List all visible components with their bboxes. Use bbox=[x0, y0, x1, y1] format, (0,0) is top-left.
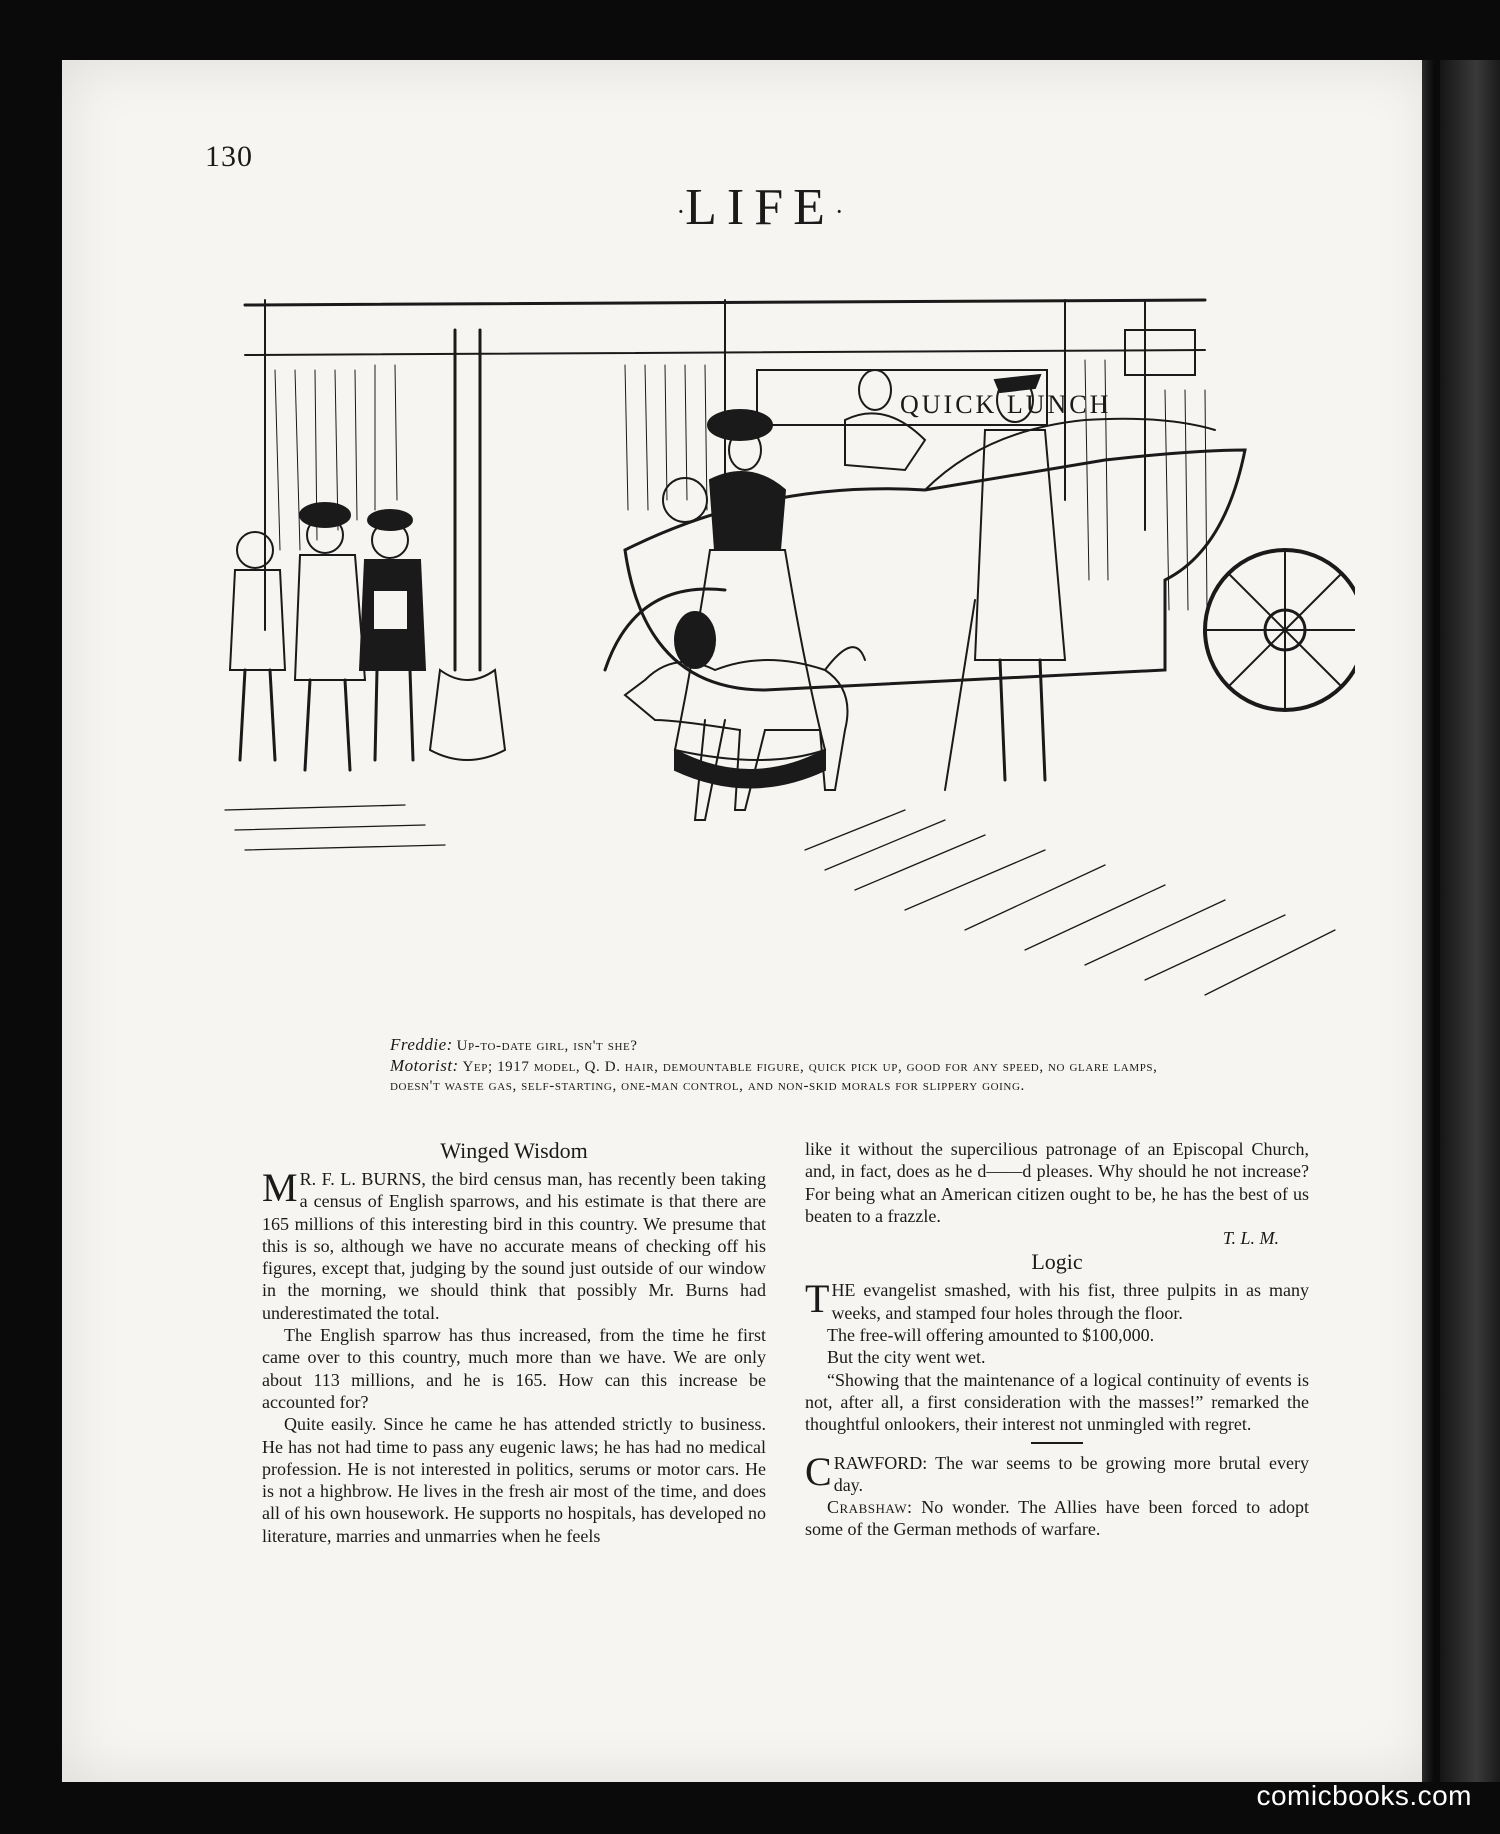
paragraph: But the city went wet. bbox=[827, 1347, 986, 1368]
masthead-dot-left: · bbox=[676, 197, 686, 227]
paragraph-continued: like it without the supercilious patronage of an Episcopal Church, and, in fact, does as he d——d pleases. Why should he not increase? For being what an American citizen ought to be, he has the best of us beaten to a frazzle. bbox=[805, 1139, 1309, 1226]
paragraph-text: evangelist smashed, with his fist, three pulpits in as many weeks, and stamped four holes through the floor. bbox=[831, 1280, 1309, 1323]
paragraph-lead: HE bbox=[831, 1280, 856, 1301]
adjacent-page-edge bbox=[1440, 60, 1500, 1782]
paragraph bbox=[805, 1276, 1309, 1324]
caption-speaker: Motorist: bbox=[390, 1056, 459, 1075]
paragraph: The free-will offering amounted to $100,000. bbox=[827, 1325, 1155, 1346]
caption-speaker: Freddie: bbox=[390, 1035, 453, 1054]
author-signature: T. L. M. bbox=[1222, 1228, 1279, 1249]
page-number: 130 bbox=[205, 140, 253, 173]
dialogue-text: No wonder. The Allies have been forced to adopt some of the German methods of warfare. bbox=[805, 1497, 1309, 1540]
speaker-name: RAWFORD: bbox=[833, 1452, 928, 1473]
paragraph-lead: R. F. L. BURNS, bbox=[299, 1169, 426, 1189]
paragraph bbox=[262, 1165, 766, 1324]
dialogue-line bbox=[805, 1448, 1309, 1497]
drop-cap: T bbox=[805, 1276, 830, 1322]
article-column-left bbox=[262, 1138, 766, 1547]
paragraph: “Showing that the maintenance of a logical continuity of events is not, after all, a first consideration with the masses!” remarked the thoughtful onlookers, their interest not unmingled with regret. bbox=[805, 1369, 1309, 1435]
section-divider bbox=[1031, 1442, 1083, 1444]
speaker-name: Crabshaw: bbox=[827, 1497, 913, 1518]
paragraph-text: the bird census man, has recently been taking a census of English sparrows, and his estimate is that there are 165 millions of this interesting bird in this country. We presume that this is so, although we have no accurate means of checking off his figures, except that, judging by the sound just outside of our window in the morning, we should think that possibly Mr. Burns had underestimated the total. bbox=[262, 1169, 766, 1323]
lamp-post bbox=[430, 330, 505, 760]
quick-lunch-sign: QUICK LUNCH bbox=[900, 390, 1112, 419]
dialogue-line bbox=[805, 1496, 1309, 1541]
article-title: Logic bbox=[1031, 1249, 1083, 1275]
street-hatching bbox=[225, 805, 1335, 995]
article-title: Winged Wisdom bbox=[440, 1138, 588, 1163]
caption-text: Yep; 1917 model, Q. D. hair, demountable figure, quick pick up, good for any speed, no glare lamps, doesn't waste gas, self-starting, one-man control, and non-skid morals for slippery going. bbox=[390, 1059, 1158, 1094]
caption-line-freddie bbox=[390, 1035, 1190, 1056]
caption-text: Up-to-date girl, isn't she? bbox=[456, 1038, 638, 1054]
dialogue-text: The war seems to be growing more brutal every day. bbox=[833, 1452, 1309, 1495]
illustration-street-scene bbox=[205, 250, 1355, 1030]
caption-line-motorist bbox=[390, 1056, 1190, 1096]
page-gutter bbox=[1422, 60, 1434, 1782]
cartoon-caption bbox=[390, 1035, 1190, 1096]
newsboys-group bbox=[230, 503, 425, 770]
dog-figure bbox=[625, 647, 865, 820]
masthead-dot-right: · bbox=[834, 197, 844, 227]
paragraph: The English sparrow has thus increased, from the time he first came over to this country, much more than we have. We are only about 113 millions, and he is 165. How can this increase be accounted for? bbox=[262, 1325, 766, 1412]
motorist-figure bbox=[845, 370, 1065, 790]
drop-cap: C bbox=[805, 1448, 832, 1494]
drop-cap: M bbox=[262, 1165, 298, 1210]
masthead-title: LIFE bbox=[685, 179, 835, 236]
paragraph: Quite easily. Since he came he has attended strictly to business. He has not had time to pass any eugenic laws; he has had no medical profession. He is not interested in politics, serums or motor cars. He is not a highbrow. He lives in the fresh air most of the time, and does all of his own housework. He supports no hospitals, has developed no literature, marries and unmarries when he feels bbox=[262, 1414, 766, 1546]
article-column-right bbox=[805, 1138, 1309, 1541]
site-watermark: comicbooks.com bbox=[1256, 1780, 1472, 1811]
masthead bbox=[650, 179, 870, 236]
